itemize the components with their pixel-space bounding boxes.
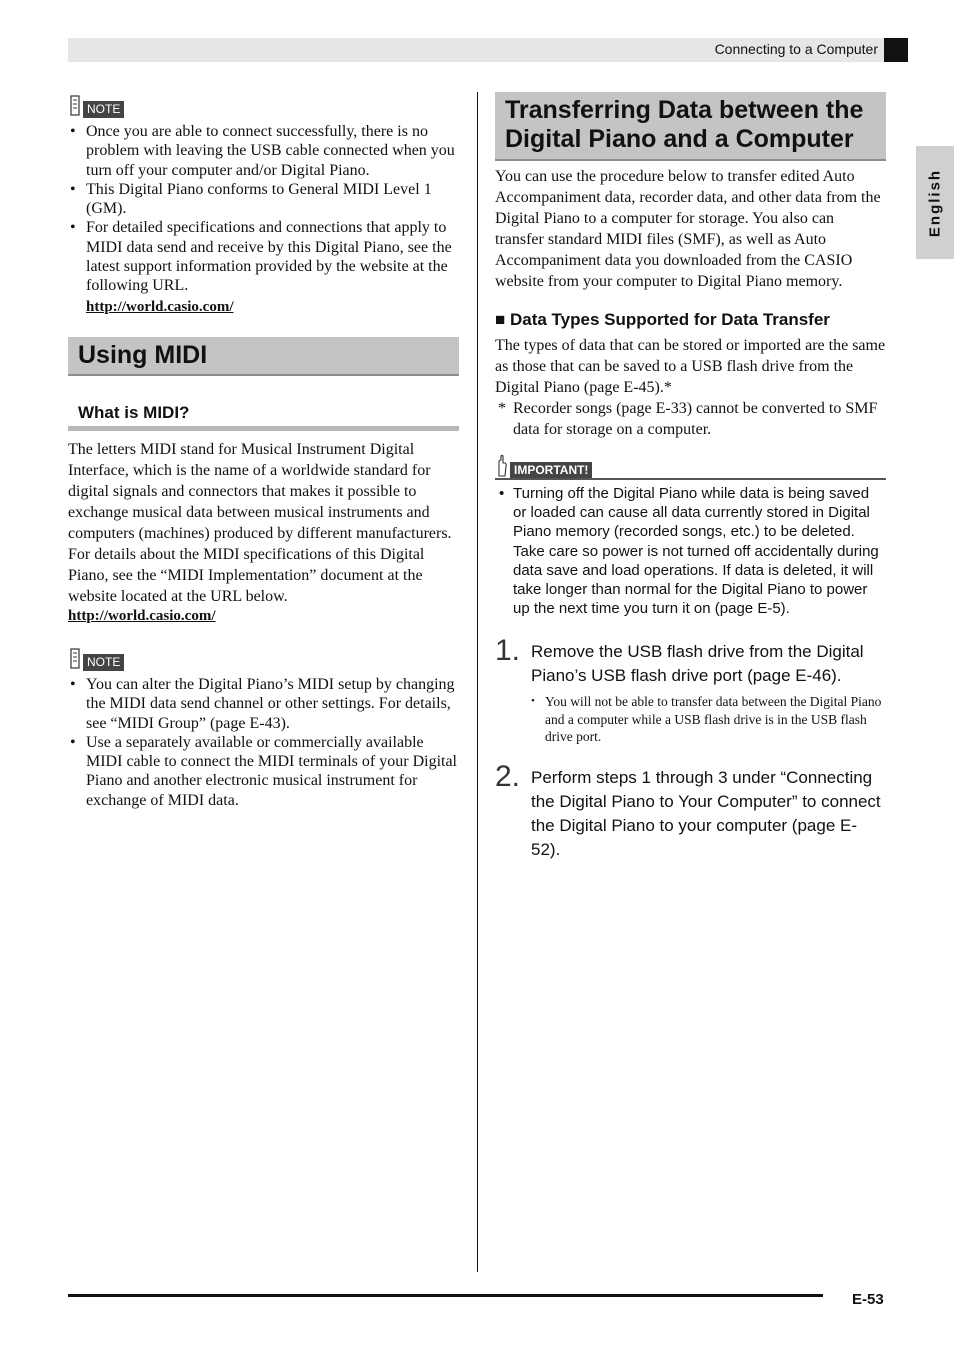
column-divider [477,92,478,1272]
list-item [68,218,459,316]
transfer-intro-paragraph: You can use the procedure below to transfer edited Auto Accompaniment data, recorder data, and other data from the Digital Piano to a computer for storage. You also can transfer standard MIDI files (SMF), as well as Auto Accompaniment data you downloaded from the CASIO website from your computer to Digital Piano memory. [495,168,881,290]
note-list [68,122,459,317]
list-item: • You can alter the Digital Piano’s MIDI setup by changing the MIDI data send channel or other settings. For details, see “MIDI Group” (page E-43). [68,675,459,733]
footnote-mark: * [498,400,506,417]
note-list [68,675,459,810]
running-header [68,38,908,62]
data-types-paragraph: The types of data that can be stored or imported are the same as those that can be saved to a USB flash drive from the Digital Piano (page E-45).* [495,337,886,396]
list-item: • Use a separately available or commercially available MIDI cable to connect the MIDI terminals of your Digital Piano and another electronic musical instrument for exchange of MIDI data. [68,733,459,810]
important-label: IMPORTANT! [510,462,592,478]
subheading-data-types: ■ Data Types Supported for Data Transfer [495,310,830,329]
footer-rule [68,1294,823,1297]
midi-definition-paragraph: The letters MIDI stand for Musical Instrument Digital Interface, which is the name of a worldwide standard for digital signals and connectors that makes it possible to exchange musical data between musical instruments and computers (machines) produced by different manufacturers. [68,440,452,542]
section-title: Connecting to a Computer [714,41,878,57]
footnote [495,398,886,440]
list-item: • This Digital Piano conforms to General MIDI Level 1 (GM). [68,180,459,219]
list-item: • You will not be able to transfer data between the Digital Piano and a computer while a USB flash drive is in the USB flash drive port. [531,693,886,746]
step-sublist [531,693,886,746]
list-item-text: For detailed specifications and connections that apply to MIDI data send and receive by this Digital Piano, see the latest support information provided by the website at the following URL. [86,219,452,295]
note-label: NOTE [83,101,124,118]
step-1 [495,634,886,746]
important-hand-icon [495,454,509,478]
list-item: • Once you are able to connect successfully, there is no problem with leaving the USB cable connected when you turn off your computer and/or Digital Piano. [68,122,459,180]
step-text: Perform steps 1 through 3 under “Connecting the Digital Piano to Your Computer” to connect the Digital Piano to your computer (page E-52). [531,767,881,859]
step-number: 1. [495,634,521,668]
page-number: E-53 [852,1291,884,1308]
header-marker-block [884,38,908,62]
section-heading-transferring-data: Transferring Data between the Digital Piano and a Computer [495,92,886,161]
casio-url-link[interactable]: http://world.casio.com/ [68,607,216,624]
language-tab-label: English [926,168,944,237]
step-2 [495,759,886,862]
step-number: 2. [495,759,521,793]
left-column [68,92,459,810]
list-item: • Turning off the Digital Piano while data is being saved or loaded can cause all data currently stored in Digital Piano memory (recorded songs, etc.) to be deleted. Take care so power is not turned off accidentally during data save and load operations. If data is deleted, it will take longer than normal for the Digital Piano to power up the next time you turn it on (page E-5). [495,484,886,618]
midi-spec-paragraph: For details about the MIDI specifications of this Digital Piano, see the “MIDI Implementation” document at the website located at the URL below. [68,545,425,605]
note-label: NOTE [83,654,124,671]
right-column [495,92,886,862]
note-badge [68,645,459,671]
language-tab [916,146,954,259]
step-text: Remove the USB flash drive from the Digital Piano’s USB flash drive port (page E-46). [531,642,864,686]
footnote-text: Recorder songs (page E-33) cannot be converted to SMF data for storage on a computer. [513,400,878,438]
note-pencil-icon [68,647,82,671]
important-list [495,484,886,618]
subheading-what-is-midi: What is MIDI? [68,402,459,431]
casio-url-link[interactable]: http://world.casio.com/ [86,298,234,315]
note-pencil-icon [68,94,82,118]
important-badge [495,454,886,480]
note-badge [68,92,459,118]
section-heading-using-midi: Using MIDI [68,337,459,376]
